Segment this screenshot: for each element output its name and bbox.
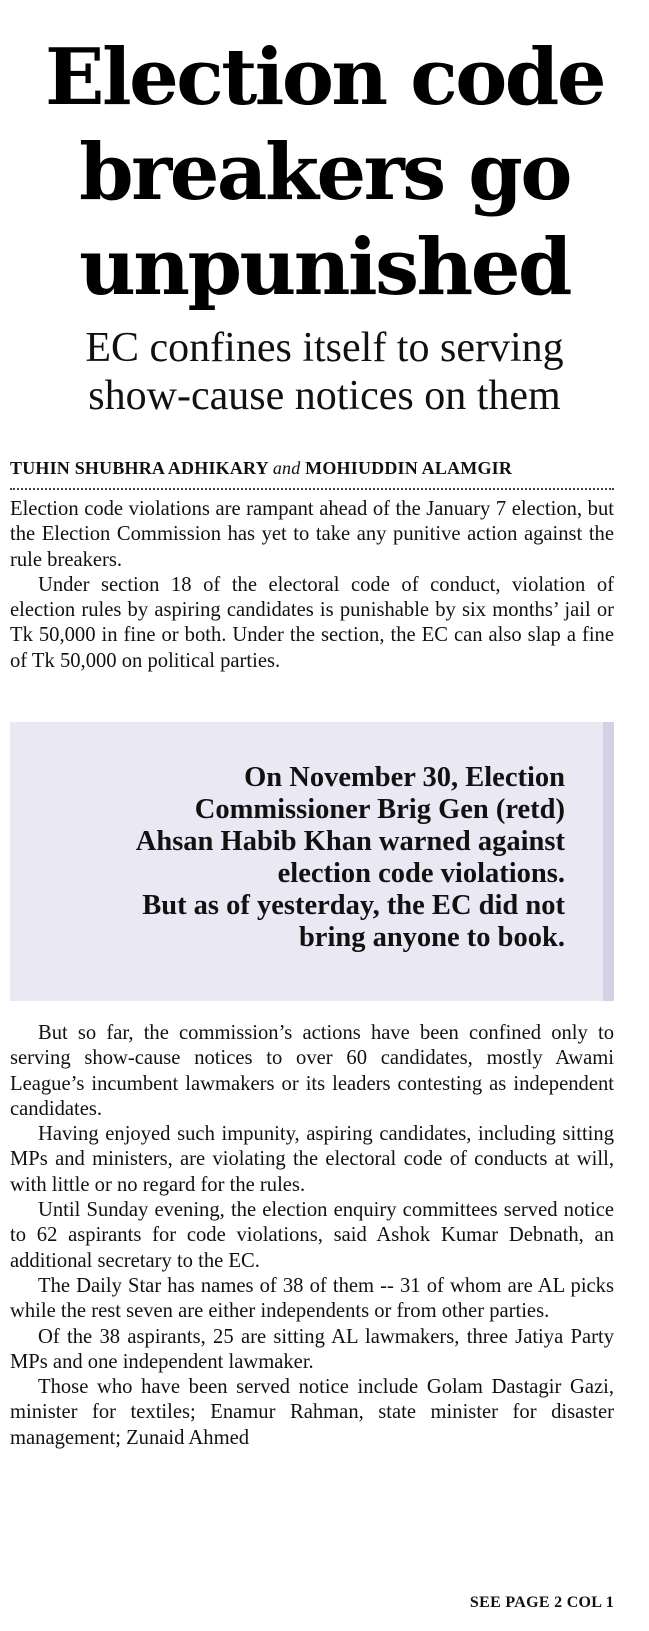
paragraph: But so far, the commission’s actions have been confined only to serving show-cause notices to over 60 candidates, mostly Awami League’s incumbent lawmakers or its leaders contesting as independent candidates.: [10, 1022, 614, 1120]
paragraph: Of the 38 aspirants, 25 are sitting AL lawmakers, three Jatiya Party MPs and one independent lawmaker.: [10, 1325, 614, 1373]
paragraph: The Daily Star has names of 38 of them -- 31 of whom are AL picks while the rest seven are either independents or from other parties.: [10, 1274, 614, 1323]
pull-quote-side-bar: [603, 722, 614, 1001]
pull-quote-line: Commissioner Brig Gen (retd): [194, 794, 565, 825]
intro-text: [10, 497, 614, 674]
dotted-divider: [10, 488, 614, 490]
pull-quote-line: But as of yesterday, the EC did not: [142, 890, 565, 921]
subheadline-line: EC confines itself to serving: [85, 325, 564, 371]
headline: [0, 30, 649, 315]
paragraph: Those who have been served notice include Golam Dastagir Gazi, minister for textiles; Enamur Rahman, state minister for disaster management; Zunaid Ahmed: [10, 1376, 614, 1449]
headline-line: breakers go: [79, 127, 570, 218]
byline-author: MOHIUDDIN ALAMGIR: [305, 458, 513, 478]
paragraph: Under section 18 of the electoral code of conduct, violation of election rules by aspiring candidates is punishable by six months’ jail or Tk 50,000 in fine or both. Under the section, the EC can also slap a fine of Tk 50,000 on political parties.: [10, 573, 614, 672]
paragraph: Until Sunday evening, the election enquiry committees served notice to 62 aspirants for code violations, said Ashok Kumar Debnath, an additional secretary to the EC.: [10, 1199, 614, 1272]
pull-quote-box: [10, 722, 614, 1001]
headline-line: unpunished: [79, 222, 570, 313]
continuation-note: SEE PAGE 2 COL 1: [469, 1594, 614, 1611]
subheadline: [0, 324, 649, 420]
pull-quote-line: Ahsan Habib Khan warned against: [135, 826, 565, 857]
byline: [10, 458, 512, 479]
byline-author: TUHIN SHUBHRA ADHIKARY: [10, 458, 269, 478]
subheadline-line: show-cause notices on them: [88, 373, 561, 419]
pull-quote-line: On November 30, Election: [244, 762, 565, 793]
headline-line: Election code: [45, 32, 604, 123]
pull-quote: [25, 762, 565, 954]
paragraph: Having enjoyed such impunity, aspiring candidates, including sitting MPs and ministers, are violating the electoral code of conducts at will, with little or no regard for the rules.: [10, 1123, 614, 1196]
body-text: [10, 1021, 614, 1451]
paragraph: Election code violations are rampant ahead of the January 7 election, but the Election Commission has yet to take any punitive action against the rule breakers.: [10, 498, 614, 571]
byline-conjunction: and: [272, 458, 301, 478]
pull-quote-line: election code violations.: [277, 858, 565, 889]
pull-quote-line: bring anyone to book.: [298, 922, 565, 953]
